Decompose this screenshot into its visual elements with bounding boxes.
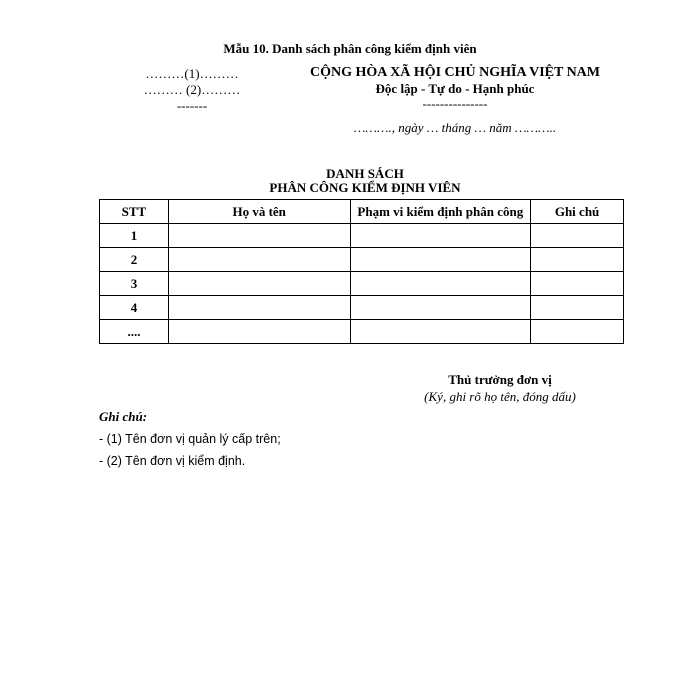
signer-instruction: (Ký, ghi rõ họ tên, đóng dấu) bbox=[424, 389, 576, 404]
cell-note bbox=[531, 296, 624, 320]
signer-title: Thủ trưởng đơn vị bbox=[448, 372, 552, 387]
heading-line-2: PHÂN CÔNG KIỂM ĐỊNH VIÊN bbox=[269, 180, 461, 195]
notes-section bbox=[99, 409, 281, 476]
col-header-name: Họ và tên bbox=[168, 200, 350, 224]
agency-line-2: ……… (2)……… bbox=[143, 82, 241, 97]
national-motto: Độc lập - Tự do - Hạnh phúc bbox=[375, 81, 535, 96]
table-row bbox=[100, 296, 624, 320]
agency-line-1: ………(1)……… bbox=[145, 66, 239, 81]
agency-divider: ------- bbox=[176, 98, 208, 113]
cell-note bbox=[531, 320, 624, 344]
signature-block bbox=[390, 371, 610, 405]
cell-scope bbox=[350, 224, 531, 248]
cell-note bbox=[531, 224, 624, 248]
notes-heading: Ghi chú: bbox=[99, 409, 148, 424]
table-row bbox=[100, 272, 624, 296]
cell-stt: 3 bbox=[100, 272, 169, 296]
cell-stt: .... bbox=[100, 320, 169, 344]
table-row bbox=[100, 224, 624, 248]
cell-scope bbox=[350, 272, 531, 296]
table-row bbox=[100, 248, 624, 272]
cell-name bbox=[168, 296, 350, 320]
cell-stt: 4 bbox=[100, 296, 169, 320]
cell-name bbox=[168, 224, 350, 248]
cell-stt: 1 bbox=[100, 224, 169, 248]
note-item: - (2) Tên đơn vị kiểm định. bbox=[99, 454, 246, 468]
issuing-agency-block bbox=[130, 66, 254, 114]
cell-name bbox=[168, 248, 350, 272]
table-row bbox=[100, 320, 624, 344]
col-header-scope: Phạm vi kiểm định phân công bbox=[350, 200, 531, 224]
cell-scope bbox=[350, 320, 531, 344]
cell-stt: 2 bbox=[100, 248, 169, 272]
date-line: ………., ngày … tháng … năm ……….. bbox=[353, 120, 557, 135]
cell-scope bbox=[350, 296, 531, 320]
col-header-stt: STT bbox=[100, 200, 169, 224]
cell-scope bbox=[350, 248, 531, 272]
cell-name bbox=[168, 272, 350, 296]
national-title: CỘNG HÒA XÃ HỘI CHỦ NGHĨA VIỆT NAM bbox=[309, 65, 600, 80]
note-item: - (1) Tên đơn vị quản lý cấp trên; bbox=[99, 432, 281, 446]
document-heading bbox=[0, 167, 700, 195]
motto-divider: --------------- bbox=[422, 96, 488, 111]
heading-line-1: DANH SÁCH bbox=[326, 166, 404, 181]
assignment-table bbox=[99, 199, 624, 344]
national-heading-block bbox=[290, 64, 620, 111]
col-header-note: Ghi chú bbox=[531, 200, 624, 224]
cell-note bbox=[531, 248, 624, 272]
form-title: Mẫu 10. Danh sách phân công kiểm định viên bbox=[223, 41, 477, 56]
table-header-row bbox=[100, 200, 624, 224]
cell-note bbox=[531, 272, 624, 296]
cell-name bbox=[168, 320, 350, 344]
